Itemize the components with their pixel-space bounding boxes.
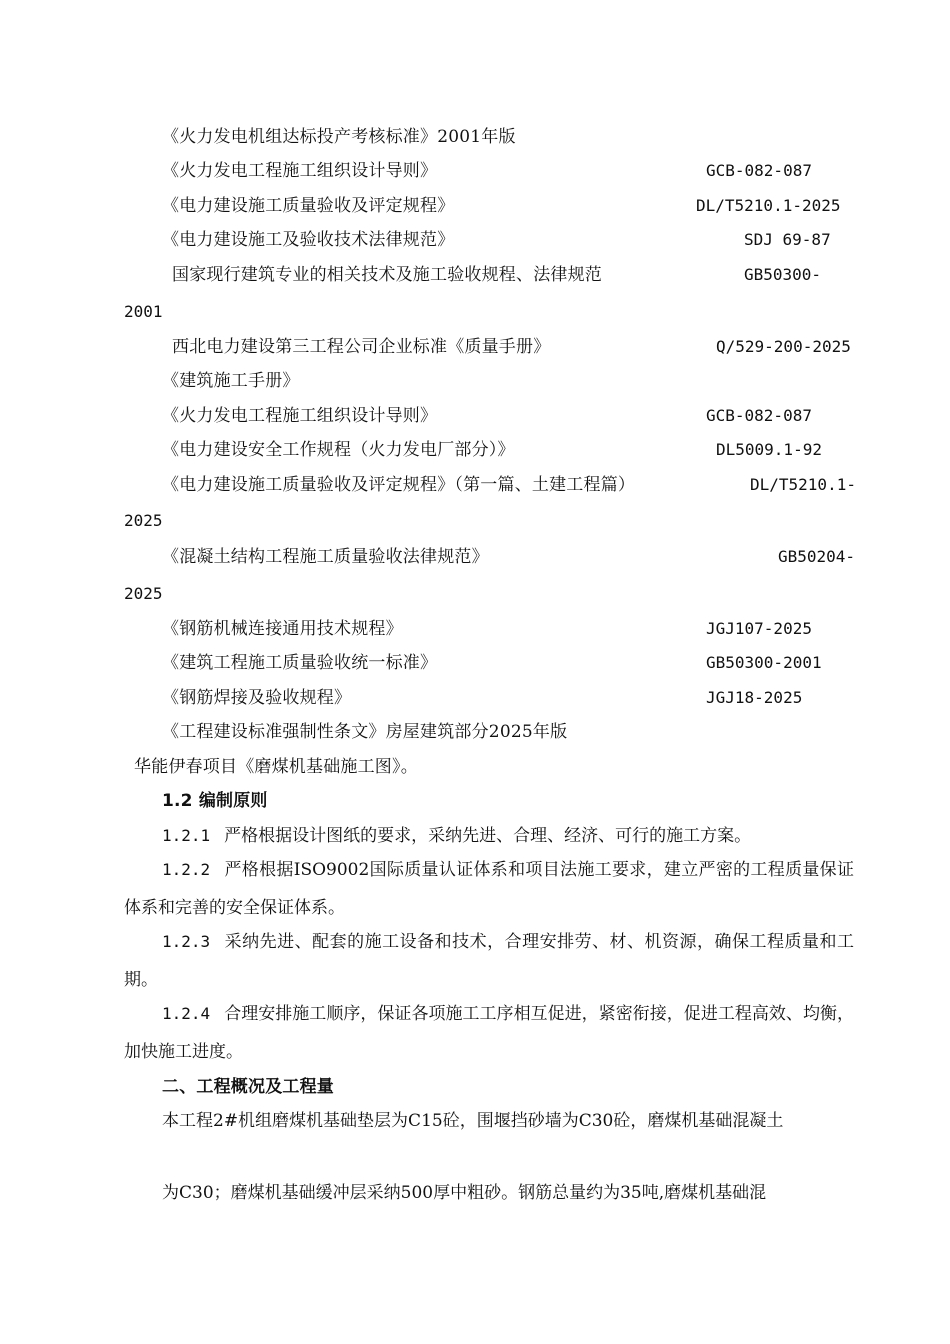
reference-code-wrap: 2025	[124, 511, 163, 530]
reference-title: 《钢筋机械连接通用技术规程》	[162, 619, 403, 639]
reference-code: GB50300-	[744, 265, 822, 284]
principle-text: 合理安排施工顺序，保证各项施工工序相互促进，紧密衔接，促进工程高效、均衡，加快施工进度。	[124, 1004, 854, 1062]
reference-title: 《工程建设标准强制性条文》房屋建筑部分2025年版	[162, 722, 568, 742]
reference-title: 西北电力建设第三工程公司企业标准《质量手册》	[172, 337, 551, 357]
principle-text: 严格根据ISO9002国际质量认证体系和项目法施工要求，建立严密的工程质量保证体系和完善的安全保证体系。	[124, 860, 854, 918]
reference-title: 《混凝土结构工程施工质量验收法律规范》	[162, 547, 489, 567]
section-heading: 二、工程概况及工程量	[162, 1077, 334, 1097]
reference-code-wrap: 2025	[124, 584, 163, 603]
reference-title: 《火力发电工程施工组织设计导则》	[162, 406, 438, 426]
reference-code: SDJ 69-87	[744, 230, 831, 249]
reference-title: 《电力建设安全工作规程（火力发电厂部分）》	[162, 440, 515, 460]
overview-text: 本工程2#机组磨煤机基础垫层为C15砼，围堰挡砂墙为C30砼，磨煤机基础混凝土	[162, 1111, 784, 1131]
principle-number: 1.2.3	[162, 932, 211, 951]
reference-title: 《火力发电工程施工组织设计导则》	[162, 161, 438, 181]
reference-code: GCB-082-087	[706, 161, 812, 180]
reference-code: DL5009.1-92	[716, 440, 822, 459]
reference-title: 《电力建设施工质量验收及评定规程》	[162, 196, 455, 216]
reference-code: Q/529-200-2025	[716, 337, 851, 356]
principle-item	[124, 995, 854, 1071]
principle-text: 采纳先进、配套的施工设备和技术，合理安排劳、材、机资源，确保工程质量和工期。	[124, 932, 854, 990]
principle-number: 1.2.1	[162, 826, 211, 845]
reference-title: 国家现行建筑专业的相关技术及施工验收规程、法律规范	[172, 265, 602, 285]
reference-code: JGJ107-2025	[706, 619, 812, 638]
reference-title: 《钢筋焊接及验收规程》	[162, 688, 352, 708]
reference-code: DL/T5210.1-2025	[696, 196, 841, 215]
reference-title: 《建筑施工手册》	[162, 371, 300, 391]
reference-title: 华能伊春项目《磨煤机基础施工图》。	[134, 757, 418, 777]
section-heading: 1.2 编制原则	[162, 791, 268, 811]
principle-item	[124, 923, 854, 999]
principle-item	[124, 851, 854, 927]
reference-code: JGJ18-2025	[706, 688, 803, 707]
reference-title: 《电力建设施工及验收技术法律规范》	[162, 230, 455, 250]
reference-title: 《电力建设施工质量验收及评定规程》（第一篇、土建工程篇）	[162, 475, 636, 495]
principle-text: 严格根据设计图纸的要求，采纳先进、合理、经济、可行的施工方案。	[224, 826, 752, 846]
principle-item	[124, 817, 854, 855]
overview-text: 为C30；磨煤机基础缓冲层采纳500厚中粗砂。钢筋总量约为35吨,磨煤机基础混	[162, 1183, 767, 1203]
reference-title: 《建筑工程施工质量验收统一标准》	[162, 653, 438, 673]
reference-code: GCB-082-087	[706, 406, 812, 425]
reference-code-wrap: 2001	[124, 302, 163, 321]
reference-code: GB50204-	[778, 547, 856, 566]
principle-number: 1.2.4	[162, 1004, 211, 1023]
principle-number: 1.2.2	[162, 860, 211, 879]
reference-title: 《火力发电机组达标投产考核标准》2001年版	[162, 127, 516, 147]
reference-code: DL/T5210.1-	[750, 475, 856, 494]
reference-code: GB50300-2001	[706, 653, 822, 672]
